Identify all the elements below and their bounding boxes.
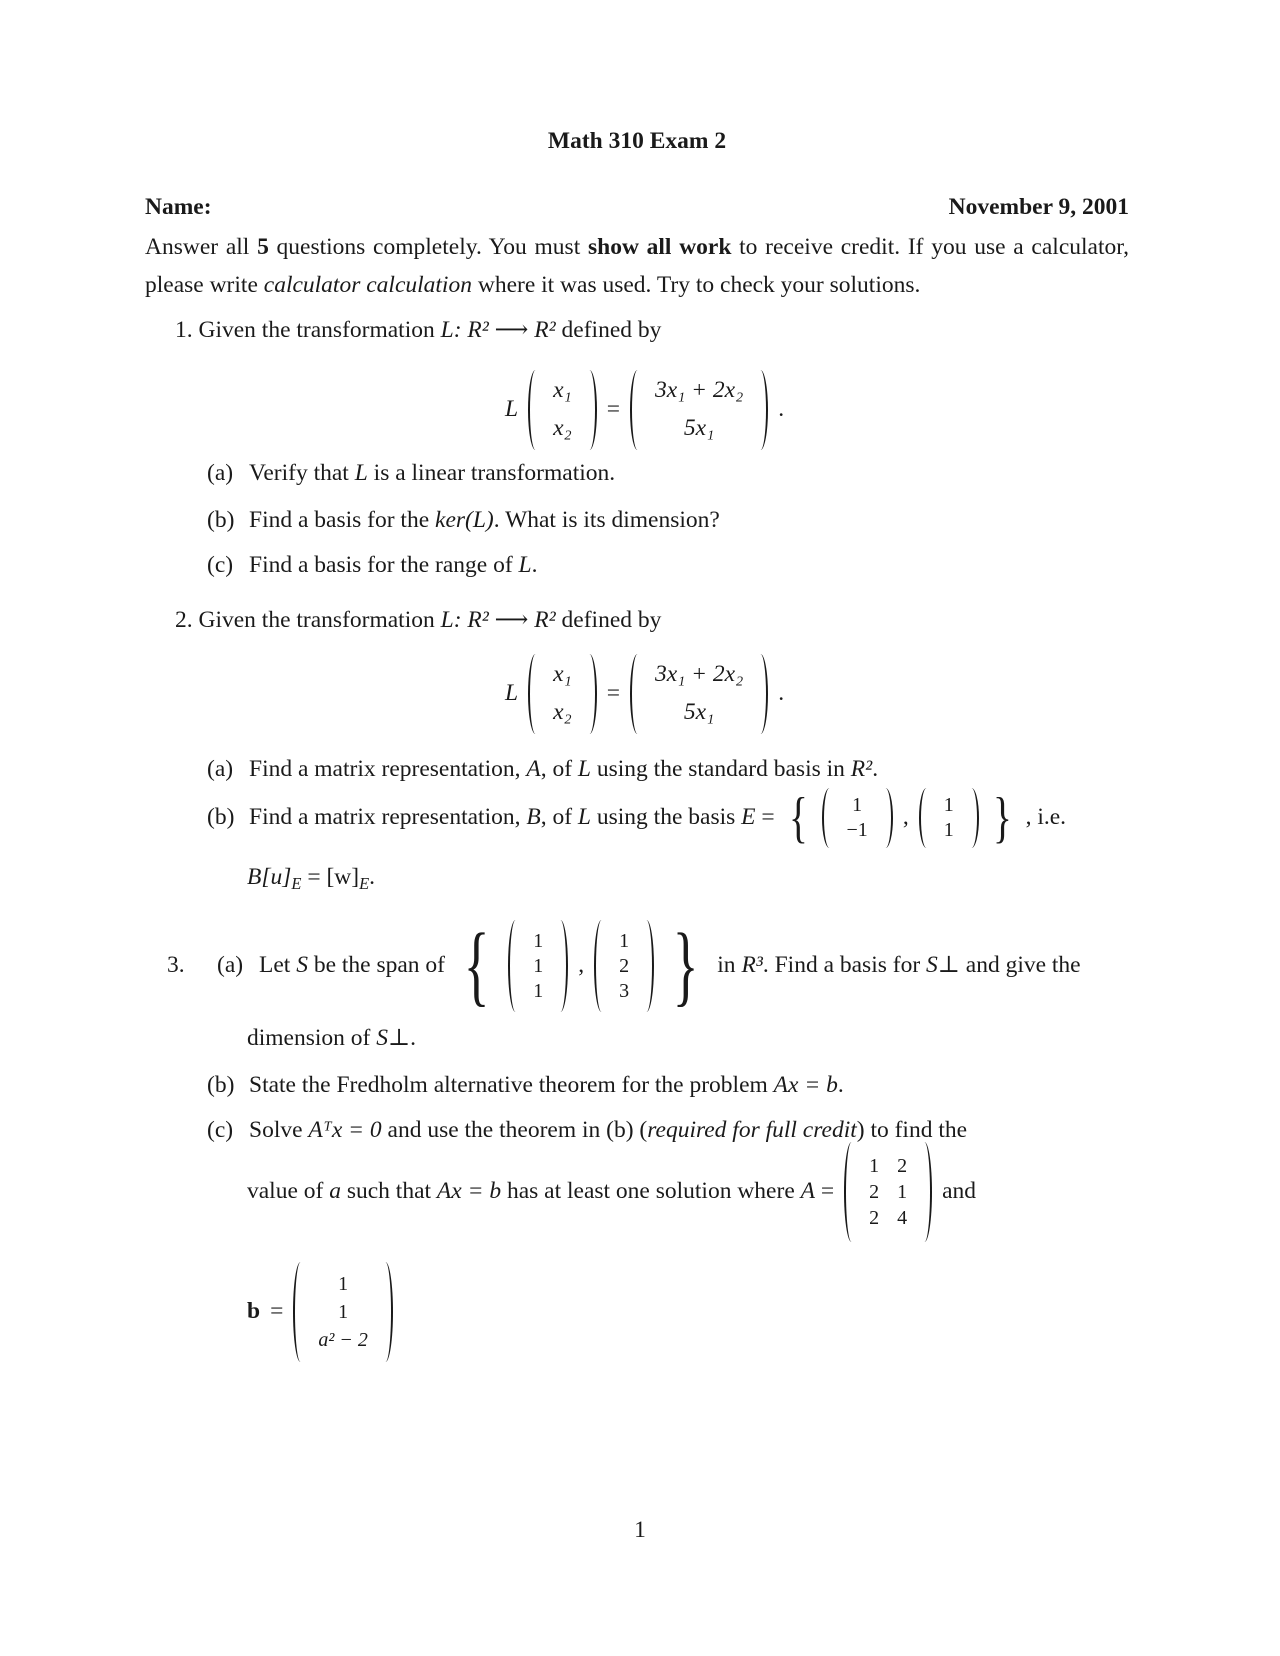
part-label: (c) xyxy=(207,1117,234,1143)
q2b-tail: , i.e. xyxy=(1025,804,1067,831)
part-label: (c) xyxy=(207,552,234,578)
vector-b-eq: b = 1 1 a² − 2 xyxy=(247,1262,393,1362)
q2-stem-tail: defined by xyxy=(561,607,662,633)
math-R2: R² xyxy=(850,756,873,782)
q3-part-c-line2: value of a such that Ax = b has at least one solution where A = 1 2 2 1 2 4 and xyxy=(247,1142,976,1242)
cell: 1 xyxy=(338,1301,349,1323)
q1-equation: L x₁ x₂ = 3x₁ + 2x₂ 5x₁ . xyxy=(505,370,784,450)
out1: 3x₁ + 2x₂ xyxy=(654,377,744,404)
math-L: L xyxy=(440,607,454,633)
math-E: E xyxy=(741,804,756,831)
math-L: L xyxy=(505,680,519,707)
q2-part-b: (b) Find a matrix representation, B, of L using the basis E = { 1 −1 , 1 1 } , i.e. xyxy=(207,787,1067,849)
math-L: L xyxy=(505,396,519,423)
period: . xyxy=(778,396,785,423)
out2: 5x₁ xyxy=(683,415,715,441)
math-L: L xyxy=(518,552,532,578)
cell: 1 xyxy=(533,979,544,1002)
period: . xyxy=(369,864,376,890)
basis-vector-2 xyxy=(919,788,979,848)
q2-part-a xyxy=(207,752,878,787)
sub-E: E xyxy=(359,873,370,893)
instr-italic: calculator calculation xyxy=(263,272,472,299)
q1-part-b xyxy=(207,503,720,538)
period: . xyxy=(837,1072,844,1098)
period: . xyxy=(531,552,538,578)
part-label: (a) xyxy=(207,756,234,782)
matrix-A xyxy=(844,1142,932,1242)
cell: 1 xyxy=(338,1273,349,1295)
cell: 2 xyxy=(869,1181,880,1203)
math-A: A xyxy=(800,1178,815,1205)
q3c-line2b: such that xyxy=(346,1178,432,1205)
cell: a² − 2 xyxy=(318,1329,368,1351)
span-vector-2 xyxy=(594,920,654,1012)
cell: 2 xyxy=(619,954,630,977)
q1-stem-tail: defined by xyxy=(561,317,662,343)
math-S: S xyxy=(296,952,308,979)
math-L: L xyxy=(440,317,454,343)
math-map: : R² ⟶ R² xyxy=(453,607,556,633)
cell: 1 xyxy=(533,954,544,977)
instr-count: 5 xyxy=(257,234,269,260)
cell: 1 xyxy=(943,794,954,816)
q2-number: 2. xyxy=(175,607,193,633)
page-number: 1 xyxy=(634,1517,646,1543)
cell: 1 xyxy=(897,1181,908,1203)
instr-text: where it was used. Try to check your solutions. xyxy=(471,272,921,299)
q3a-text4: . Find a basis for xyxy=(762,952,921,979)
q1a-text: Verify that xyxy=(249,460,349,486)
x2: x₂ xyxy=(553,699,572,725)
q3-part-b xyxy=(207,1068,844,1103)
math-Bu: B[u] xyxy=(247,864,292,890)
math-Sperp: S⊥ xyxy=(926,952,960,979)
q2b-text: Find a matrix representation, xyxy=(249,804,521,831)
out2: 5x₁ xyxy=(683,699,715,725)
q2-equation: L x₁ x₂ = 3x₁ + 2x₂ 5x₁ . xyxy=(505,654,784,734)
input-vector xyxy=(528,654,597,734)
q1-stem-text: Given the transformation xyxy=(198,317,435,343)
part-label: (b) xyxy=(207,1072,235,1098)
instr-text: to receive credit. If you use a calculator, please write xyxy=(145,234,1129,299)
x2: x₂ xyxy=(553,415,572,441)
span-vector-1 xyxy=(508,920,568,1012)
q2-stem-text: Given the transformation xyxy=(198,607,435,633)
period: . xyxy=(778,680,785,707)
q3a-text5: and give the xyxy=(965,952,1081,979)
cell: 1 xyxy=(943,819,954,841)
cell: 1 xyxy=(869,1155,880,1177)
q1c-text: Find a basis for the range of xyxy=(249,552,513,578)
q3a-text2: be the span of xyxy=(313,952,445,979)
q3c-italic: required for full credit xyxy=(647,1117,857,1143)
math-Axb: Ax = b xyxy=(773,1072,838,1098)
cell: 1 xyxy=(619,929,630,952)
part-label: (a) xyxy=(217,952,244,979)
page-title: Math 310 Exam 2 xyxy=(547,128,727,154)
q2-part-b-line2 xyxy=(247,860,375,897)
input-vector xyxy=(528,370,597,450)
q1a-text2: is a linear transformation. xyxy=(373,460,616,486)
q3c-text2: and use the theorem in (b) ( xyxy=(387,1117,648,1143)
math-w: = [w] xyxy=(301,864,360,890)
q2b-text2: , of xyxy=(540,804,573,831)
exam-date: November 9, 2001 xyxy=(948,194,1129,220)
math-R3: R³ xyxy=(741,952,763,979)
math-ker: ker(L) xyxy=(435,507,494,533)
math-L: L xyxy=(354,460,368,486)
cell: 4 xyxy=(897,1207,908,1229)
vector-b xyxy=(293,1262,393,1362)
cell: 3 xyxy=(619,979,630,1002)
q3a-line2: dimension of xyxy=(247,1025,371,1051)
name-label: Name: xyxy=(145,194,212,220)
q2a-text3: using the standard basis in xyxy=(596,756,845,782)
part-label: (b) xyxy=(207,507,235,533)
math-map: : R² ⟶ R² xyxy=(453,317,556,343)
math-Sperp: S⊥ xyxy=(376,1025,411,1051)
part-label: (b) xyxy=(207,804,235,831)
output-vector xyxy=(630,654,768,734)
q1-part-a xyxy=(207,456,615,491)
q1b-text2: . What is its dimension? xyxy=(493,507,720,533)
q1-part-c xyxy=(207,548,537,583)
q3c-text: Solve xyxy=(249,1117,303,1143)
q1-stem xyxy=(175,313,661,348)
q2a-text2: , of xyxy=(540,756,573,782)
x1: x₁ xyxy=(553,661,572,688)
header-row xyxy=(145,190,1129,225)
q2a-text: Find a matrix representation, xyxy=(249,756,521,782)
basis-vector-1 xyxy=(822,788,893,848)
out1: 3x₁ + 2x₂ xyxy=(654,661,744,688)
sub-E: E xyxy=(291,873,302,893)
q2b-text3: using the basis xyxy=(596,804,736,831)
q3c-text3: ) to find the xyxy=(856,1117,968,1143)
q3-part-a-line2 xyxy=(247,1021,416,1056)
cell: 1 xyxy=(852,794,863,816)
q3a-text: Let xyxy=(259,952,291,979)
output-vector xyxy=(630,370,768,450)
period: . xyxy=(410,1025,416,1051)
cell: −1 xyxy=(846,819,868,841)
q2-stem xyxy=(175,603,661,638)
period: . xyxy=(872,756,879,782)
q1b-text: Find a basis for the xyxy=(249,507,430,533)
instr-text: Answer all xyxy=(145,234,258,260)
q3c-and: and xyxy=(942,1178,977,1205)
math-Axb: Ax = b xyxy=(436,1178,502,1205)
q3c-line2c: has at least one solution where xyxy=(506,1178,795,1205)
instr-bold: show all work xyxy=(587,234,732,260)
math-ATx: Aᵀx = 0 xyxy=(308,1117,382,1143)
instructions xyxy=(145,228,1129,304)
q3c-line2: value of xyxy=(247,1178,324,1205)
cell: 2 xyxy=(869,1207,880,1229)
x1: x₁ xyxy=(553,377,572,404)
math-B: B xyxy=(526,804,541,831)
math-L: L xyxy=(577,804,591,831)
cell: 1 xyxy=(533,929,544,952)
q3-part-a: 3. (a) Let S be the span of { 1 1 1 , 1 2 3 } in R³. Find a basis for S⊥ and give the xyxy=(167,916,1081,1015)
math-L: L xyxy=(577,756,591,782)
part-label: (a) xyxy=(207,460,234,486)
math-A: A xyxy=(526,756,541,782)
math-a: a xyxy=(329,1178,341,1205)
q3b-text: State the Fredholm alternative theorem for the problem xyxy=(249,1072,768,1098)
q3-number: 3. xyxy=(167,952,185,979)
q1-number: 1. xyxy=(175,317,193,343)
q3a-text3: in xyxy=(717,952,736,979)
cell: 2 xyxy=(897,1155,908,1177)
instr-text: questions completely. You must xyxy=(268,234,588,260)
